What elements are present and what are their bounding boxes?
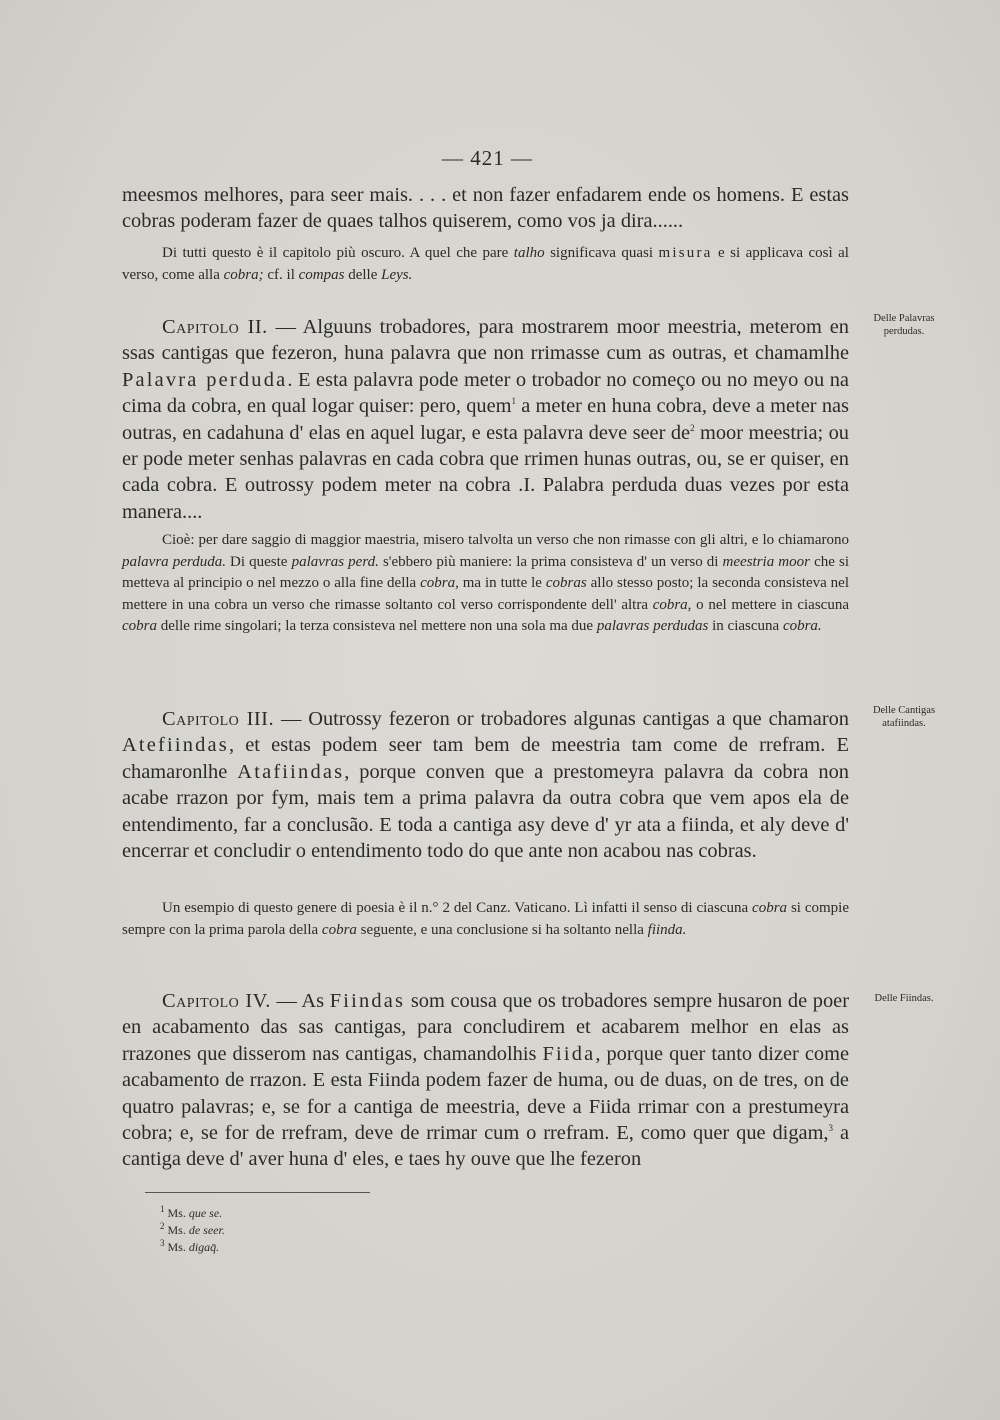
text: ma in tutte le bbox=[458, 575, 546, 592]
text: som cousa que os trobadores sempre husaron de poer en acabamento das sas cantigas, para concludirem et acabarem melhor en elas as rrazones que disserom nas cantigas, chamandolhis bbox=[122, 990, 850, 1065]
footnote-marker: 1 bbox=[511, 396, 517, 407]
footnote-text: que se. bbox=[188, 1206, 223, 1220]
text-italic: meestria moor bbox=[722, 553, 810, 570]
text: Di tutti questo è il capitolo più oscuro. A quel che pare bbox=[162, 245, 514, 261]
footnote-number: 1 bbox=[160, 1204, 165, 1214]
text-italic: palavras perd. bbox=[291, 553, 379, 570]
chapter-2 bbox=[122, 314, 849, 525]
text: meesmos melhores, para seer mais. . . . et non fazer enfadarem ende os homens. E estas cobras poderam fazer de quaes talhos quiserem, como vos ja dira...... bbox=[122, 184, 849, 233]
chapter-heading: Capitolo III. bbox=[162, 708, 275, 730]
text-italic: cobra bbox=[752, 900, 788, 916]
footnote-marker: 2 bbox=[690, 422, 695, 433]
text-italic: compas bbox=[298, 266, 345, 283]
text-italic: cobra. bbox=[782, 618, 822, 635]
text: Di queste bbox=[225, 553, 292, 570]
text: delle bbox=[344, 266, 382, 283]
text-spaced: Atafiindas bbox=[237, 760, 345, 783]
margin-note-fiindas: Delle Fiindas. bbox=[874, 993, 934, 1004]
text-italic: cobras bbox=[545, 575, 587, 592]
text-spaced: Fiida bbox=[542, 1042, 596, 1065]
text-spaced: Palavra perduda bbox=[122, 368, 288, 391]
text-italic: palavra perduda. bbox=[122, 553, 226, 570]
text: . E esta palavra pode meter o trobador no começo ou no meyo ou na cima da cobra, en qual logar quiser: pero, quem bbox=[122, 368, 849, 418]
text: — Outrossy fezeron or trobadores algunas cantigas a que chamaron bbox=[274, 708, 849, 730]
chapter-heading: Capitolo II. bbox=[162, 316, 268, 338]
footnote-2 bbox=[160, 1221, 225, 1237]
footnote-text: de seer. bbox=[188, 1223, 225, 1237]
footnote-number: 3 bbox=[160, 1238, 165, 1248]
text: in ciascuna bbox=[708, 618, 783, 635]
text: o nel mettere in ciascuna bbox=[691, 596, 849, 613]
text-italic: fiinda. bbox=[647, 921, 687, 938]
text: , et estas podem seer tam bem de meestria tam come de rrefram. E chamaronlhe bbox=[122, 734, 849, 783]
footnote-label: Ms. bbox=[167, 1240, 186, 1254]
text: significava quasi bbox=[544, 245, 659, 261]
commentary-2 bbox=[122, 530, 849, 638]
text: che si metteva al principio o nel mezzo o alla fine della bbox=[122, 553, 849, 592]
text: a meter en huna cobra, deve a meter nas outras, en cadahuna d' elas en aquel lugar, e esta palavra deve seer de bbox=[122, 395, 849, 444]
commentary-1 bbox=[122, 243, 849, 286]
text: , porque conven que a prestomeyra palavra da cobra non acabe rrazon por fym, mais tem a prima palavra da outra cobra que vem apos ela de entendimento, far a conclusão. E toda a cantiga asy deve d' yr ata a fiinda, et aly deve d' encerrar et concludir o entendimento todo do que ante non acabou nas cobras. bbox=[122, 760, 849, 863]
text: s'ebbero più maniere: la prima consisteva d' un verso di bbox=[378, 553, 723, 570]
text-italic: Leys. bbox=[381, 266, 413, 283]
text-spaced: Fiindas bbox=[329, 990, 406, 1012]
text-italic: cobra, bbox=[652, 596, 692, 613]
text: cf. il bbox=[263, 266, 299, 283]
text: si compie sempre con la prima parola della bbox=[122, 900, 850, 938]
commentary-3 bbox=[122, 898, 849, 941]
text-italic: talho bbox=[513, 245, 545, 261]
footnote-marker: 3 bbox=[828, 1123, 834, 1134]
text: allo stesso posto; la seconda consisteva nel mettere in una cobra un verso che rimasse soltanto col verso corrispondente dell' altra bbox=[122, 575, 850, 613]
margin-note-cantigas-atafiindas: Delle Cantigas atafiindas. bbox=[872, 705, 936, 729]
text: Cioè: per dare saggio di maggior maestria, misero talvolta un verso che non rimasse con gli altri, e lo chiamarono bbox=[162, 532, 849, 548]
footnote-number: 2 bbox=[160, 1221, 165, 1231]
text: — Alguuns trobadores, para mostrarem moor meestria, meterom en ssas cantigas que fezeron, huna palavra que non rrimasse cum as outras, et chamamlhe bbox=[122, 316, 849, 365]
page-number: — 421 — bbox=[442, 146, 533, 170]
footnote-3 bbox=[160, 1238, 220, 1254]
text: a cantiga deve d' aver huna d' eles, e taes hy ouve que lhe fezeron bbox=[122, 1122, 849, 1171]
footnote-text: digaq̄. bbox=[188, 1240, 220, 1254]
text: , porque quer tanto dizer come acabamento de rrazon. E esta Fiinda podem fazer de huma, ou de duas, on de tres, on de quatro palavras; e, se for a cantiga de meestria, deve a Fiida rrimar con a prestumeyra cobra; e, se for de rrefram, deve de rrimar cum o rrefram. E, como quer que digam, bbox=[122, 1042, 849, 1145]
chapter-heading: Capitolo IV. bbox=[162, 990, 271, 1012]
chapter-3 bbox=[122, 706, 849, 864]
text-spaced: Atefiindas bbox=[122, 734, 229, 757]
text: delle rime singolari; la terza consisteva nel mettere non una sola ma due bbox=[157, 618, 597, 635]
text-spaced: misura bbox=[658, 245, 713, 261]
footnote-label: Ms. bbox=[167, 1223, 186, 1237]
text-italic: cobra, bbox=[420, 575, 459, 592]
text-italic: cobra bbox=[122, 618, 157, 635]
text: seguente, e una conclusione si ha soltanto nella bbox=[356, 921, 648, 938]
text: Un esempio di questo genere di poesia è il n.° 2 del Canz. Vaticano. Lì infatti il senso di ciascuna bbox=[162, 900, 753, 916]
footnote-label: Ms. bbox=[167, 1206, 186, 1220]
text: — As bbox=[270, 990, 330, 1012]
text-italic: cobra; bbox=[223, 266, 264, 283]
paragraph-continuation bbox=[122, 182, 849, 235]
chapter-4 bbox=[122, 988, 849, 1173]
text: e si applicava così al verso, come alla bbox=[122, 245, 849, 283]
text: moor meestria; ou er pode meter senhas palavras en cada cobra que rrimen hunas outras, ou, se er quiser, en cada cobra. E outrossy podem meter na cobra .I. Palabra perduda duas vezes por esta manera.... bbox=[122, 421, 849, 523]
text-italic: cobra bbox=[321, 921, 357, 938]
footnote-1 bbox=[160, 1204, 223, 1220]
margin-note-palavras-perdudas: Delle Palavras perdudas. bbox=[873, 313, 935, 337]
footnote-rule bbox=[145, 1192, 370, 1193]
text-italic: palavras perdudas bbox=[596, 618, 709, 635]
